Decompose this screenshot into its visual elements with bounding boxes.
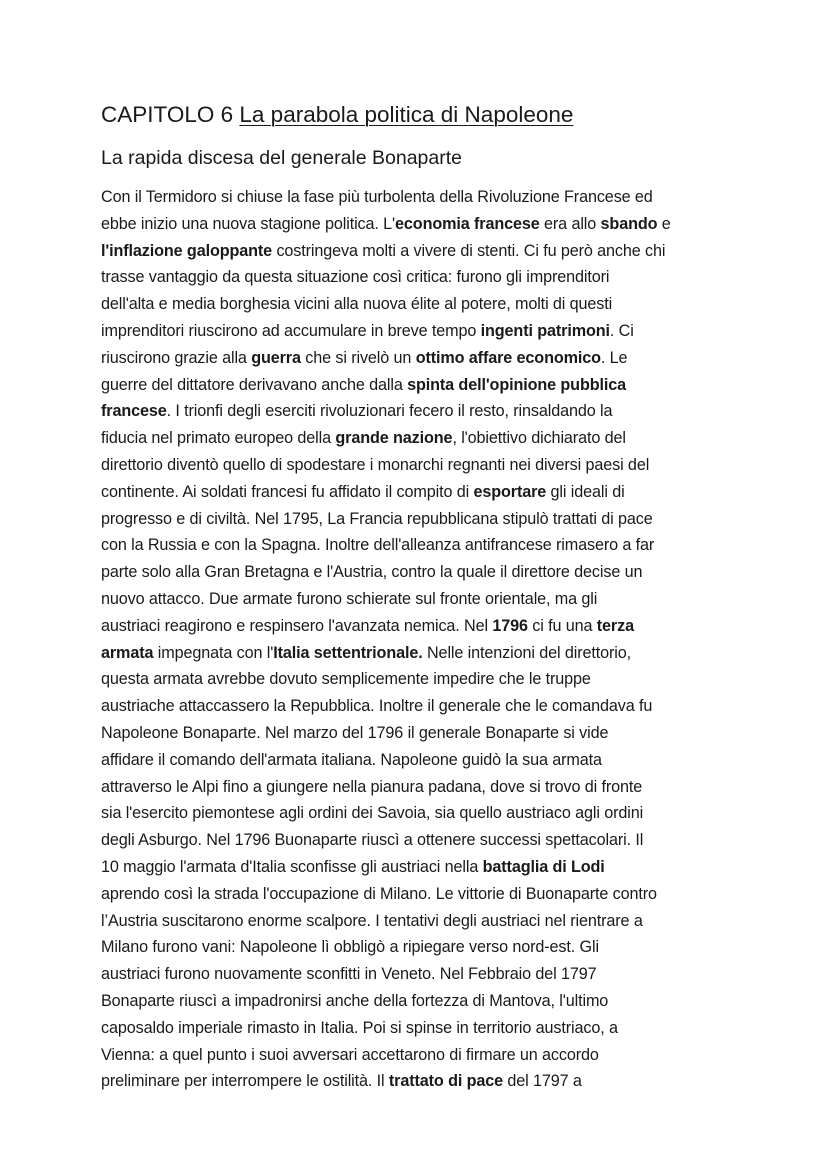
text-run: preliminare per interrompere le ostilità. Il (101, 1072, 389, 1091)
text-run: nuovo attacco. Due armate furono schierate sul fronte orientale, ma gli (101, 589, 598, 608)
text-line (101, 640, 741, 667)
text-run: austriache attaccassero la Repubblica. Inoltre il generale che le comandava fu (101, 697, 653, 716)
text-line (101, 479, 741, 506)
text-line (101, 398, 741, 425)
text-line (101, 184, 741, 211)
body-paragraph (101, 184, 741, 1095)
text-run: era allo (539, 214, 601, 233)
text-line (101, 345, 741, 372)
text-run: . Le (600, 348, 628, 367)
text-run: austriaci furono nuovamente sconfitti in Veneto. Nel Febbraio del 1797 (101, 965, 597, 984)
text-line (101, 908, 741, 935)
bold-text: grande nazione (335, 429, 453, 448)
text-run: parte solo alla Gran Bretagna e l'Austria, contro la quale il direttore decise un (101, 563, 643, 582)
bold-text: ottimo affare economico (415, 348, 601, 367)
text-line (101, 693, 741, 720)
bold-text: l'inflazione galoppante (101, 241, 273, 260)
text-line (101, 291, 741, 318)
text-line (101, 854, 741, 881)
text-run: 10 maggio l'armata d'Italia sconfisse gli austriaci nella (101, 857, 483, 876)
text-line (101, 747, 741, 774)
text-run: l’Austria suscitarono enorme scalpore. I tentativi degli austriaci nel rientrare a (101, 911, 643, 930)
text-run: trasse vantaggio da questa situazione così critica: furono gli imprenditori (101, 268, 610, 287)
text-line (101, 238, 741, 265)
text-run: con la Russia e con la Spagna. Inoltre dell'alleanza antifrancese rimasero a far (101, 536, 655, 555)
text-line (101, 988, 741, 1015)
text-run: . I trionfi degli eserciti rivoluzionari fecero il resto, rinsaldando la (166, 402, 613, 421)
text-line (101, 211, 741, 238)
text-run: sia l'esercito piemontese agli ordini dei Savoia, sia quello austriaco agli ordini (101, 804, 644, 823)
bold-text: trattato di pace (388, 1072, 504, 1091)
text-line (101, 452, 741, 479)
text-run: continente. Ai soldati francesi fu affidato il compito di (101, 482, 474, 501)
section-title: La rapida discesa del generale Bonaparte (101, 147, 463, 169)
text-line (101, 264, 741, 291)
bold-text: ingenti patrimoni (480, 321, 610, 340)
text-run: imprenditori riuscirono ad accumulare in breve tempo (101, 321, 481, 340)
bold-text: sbando (600, 214, 658, 233)
text-run: degli Asburgo. Nel 1796 Buonaparte riuscì a ottenere successi spettacolari. Il (101, 831, 644, 850)
bold-text: terza (596, 616, 634, 635)
text-line (101, 961, 741, 988)
text-line (101, 506, 741, 533)
text-run: Bonaparte riuscì a impadronirsi anche della fortezza di Mantova, l'ultimo (101, 991, 609, 1010)
text-run: ci fu una (527, 616, 597, 635)
text-line (101, 318, 741, 345)
chapter-title: La parabola politica di Napoleone (239, 102, 574, 127)
text-line (101, 800, 741, 827)
text-run: caposaldo imperiale rimasto in Italia. Poi si spinse in territorio austriaco, a (101, 1018, 618, 1037)
text-run: . Ci (609, 321, 634, 340)
text-line (101, 720, 741, 747)
text-line (101, 666, 741, 693)
text-line (101, 1068, 741, 1095)
text-run: progresso e di civiltà. Nel 1795, La Francia repubblicana stipulò trattati di pace (101, 509, 653, 528)
bold-text: 1796 (492, 616, 528, 635)
text-run: e (657, 214, 671, 233)
text-line (101, 1042, 741, 1069)
text-run: attraverso le Alpi fino a giungere nella pianura padana, dove si trovo di fronte (101, 777, 643, 796)
text-run: guerre del dittatore derivavano anche dalla (101, 375, 408, 394)
text-line (101, 425, 741, 452)
text-run: che si rivelò un (300, 348, 416, 367)
bold-text: francese (101, 402, 167, 421)
text-line (101, 827, 741, 854)
text-run: questa armata avrebbe dovuto semplicemente impedire che le truppe (101, 670, 591, 689)
text-line (101, 1015, 741, 1042)
text-line (101, 881, 741, 908)
text-run: ebbe inizio una nuova stagione politica. L' (101, 214, 396, 233)
text-line (101, 372, 741, 399)
bold-text: armata (101, 643, 154, 662)
text-run: Vienna: a quel punto i suoi avversari accettarono di firmare un accordo (101, 1045, 599, 1064)
text-run: , l'obiettivo dichiarato del (452, 429, 626, 448)
bold-text: battaglia di Lodi (482, 857, 605, 876)
text-run: dell'alta e media borghesia vicini alla nuova élite al potere, molti di questi (101, 295, 613, 314)
text-line (101, 586, 741, 613)
text-run: gli ideali di (546, 482, 625, 501)
text-line (101, 559, 741, 586)
text-run: Con il Termidoro si chiuse la fase più turbolenta della Rivoluzione Francese ed (101, 188, 653, 206)
text-line (101, 934, 741, 961)
text-run: impegnata con l' (153, 643, 274, 662)
chapter-label: CAPITOLO 6 (101, 102, 234, 127)
text-line (101, 532, 741, 559)
text-run: direttorio diventò quello di spodestare i monarchi regnanti nei diversi paesi del (101, 455, 650, 474)
text-run: affidare il comando dell'armata italiana. Napoleone guidò la sua armata (101, 750, 602, 769)
text-run: Nelle intenzioni del direttorio, (422, 643, 631, 662)
bold-text: spinta dell'opinione pubblica (407, 375, 627, 394)
bold-text: esportare (473, 482, 547, 501)
bold-text: economia francese (395, 214, 540, 233)
chapter-heading (101, 98, 573, 132)
text-run: aprendo così la strada l'occupazione di Milano. Le vittorie di Buonaparte contro (101, 884, 657, 903)
text-run: Milano furono vani: Napoleone lì obbligò a ripiegare verso nord-est. Gli (101, 938, 599, 957)
text-run: costringeva molti a vivere di stenti. Ci fu però anche chi (272, 241, 666, 260)
text-line (101, 774, 741, 801)
bold-text: guerra (251, 348, 301, 367)
text-run: Napoleone Bonaparte. Nel marzo del 1796 il generale Bonaparte si vide (101, 723, 609, 742)
bold-text: Italia settentrionale. (273, 643, 423, 662)
text-line (101, 613, 741, 640)
text-run: riuscirono grazie alla (101, 348, 252, 367)
text-run: fiducia nel primato europeo della (101, 429, 336, 448)
text-run: austriaci reagirono e respinsero l'avanzata nemica. Nel (101, 616, 493, 635)
text-run: del 1797 a (503, 1072, 582, 1091)
